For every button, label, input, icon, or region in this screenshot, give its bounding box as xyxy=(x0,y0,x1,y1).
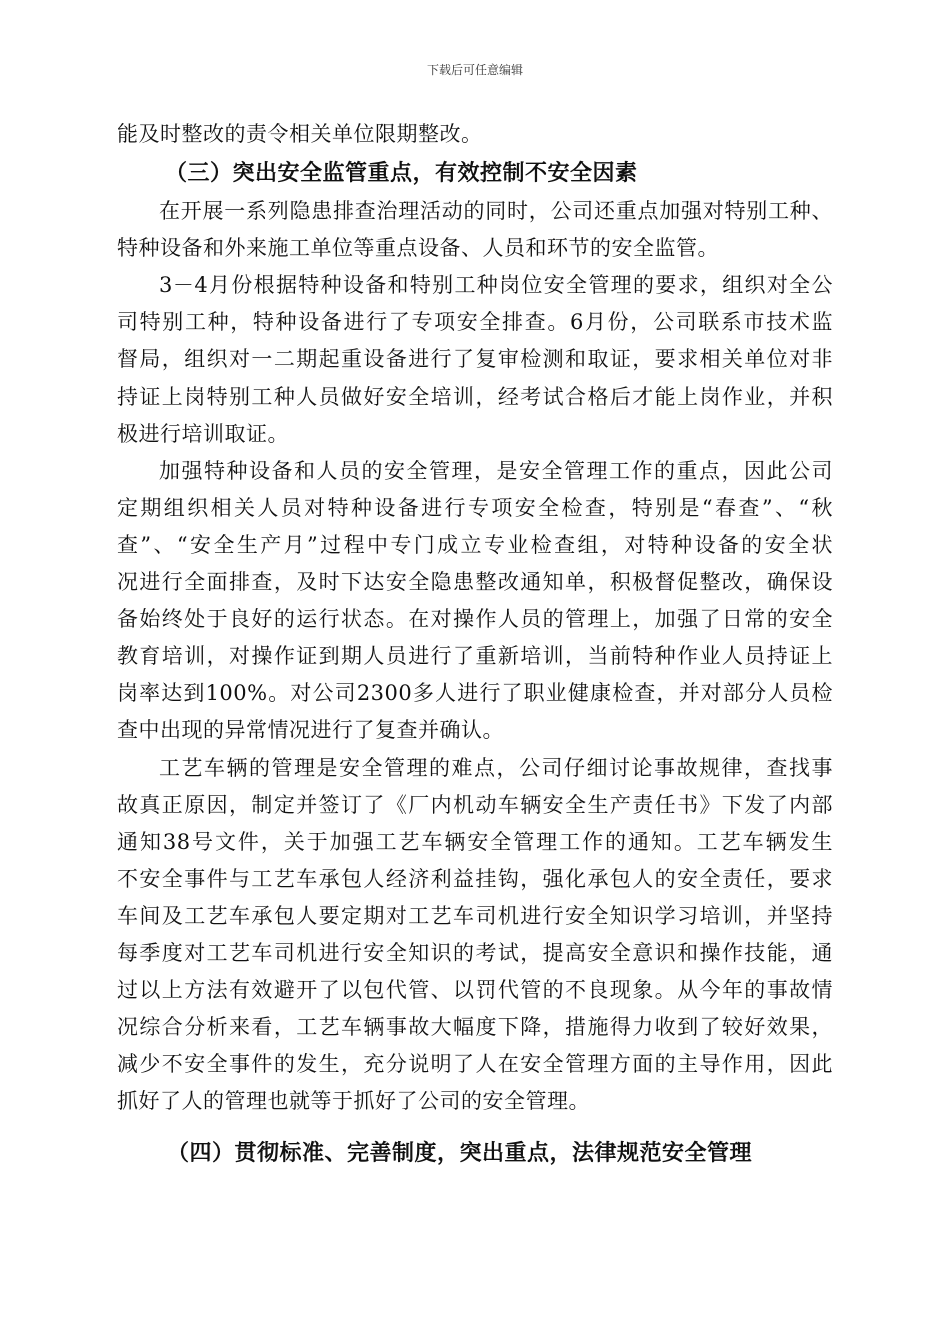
paragraph-line: 故真正原因，制定并签订了《厂内机动车辆安全生产责任书》下发了内部 xyxy=(117,792,833,817)
paragraph-line: 工艺车辆的管理是安全管理的难点，公司仔细讨论事故规律，查找事 xyxy=(159,755,833,780)
section-heading-3: （三）突出安全监管重点，有效控制不安全因素 xyxy=(165,160,638,187)
paragraph-line: 减少不安全事件的发生，充分说明了人在安全管理方面的主导作用，因此 xyxy=(117,1052,833,1077)
paragraph-line: 教育培训，对操作证到期人员进行了重新培训，当前特种作业人员持证上 xyxy=(117,644,833,669)
paragraph-line: 车间及工艺车承包人要定期对工艺车司机进行安全知识学习培训，并坚持 xyxy=(117,903,833,928)
paragraph-line: 况综合分析来看，工艺车辆事故大幅度下降，措施得力收到了较好效果， xyxy=(117,1015,833,1040)
paragraph-line: 查中出现的异常情况进行了复查并确认。 xyxy=(117,718,504,743)
paragraph-line: 在开展一系列隐患排查治理活动的同时，公司还重点加强对特别工种、 xyxy=(159,199,833,224)
section-heading-4: （四）贯彻标准、完善制度，突出重点，法律规范安全管理 xyxy=(167,1140,753,1167)
paragraph-line: 备始终处于良好的运行状态。在对操作人员的管理上，加强了日常的安全 xyxy=(117,607,833,632)
paragraph-line: 督局，组织对一二期起重设备进行了复审检测和取证，要求相关单位对非 xyxy=(117,347,833,372)
paragraph-line: 查”、“安全生产月”过程中专门成立专业检查组，对特种设备的安全状 xyxy=(117,532,833,557)
paragraph-3 xyxy=(117,453,833,750)
paragraph-1 xyxy=(117,193,833,267)
paragraph-line: 定期组织相关人员对特种设备进行专项安全检查，特别是“春查”、“秋 xyxy=(117,495,833,520)
paragraph-line: 3－4月份根据特种设备和特别工种岗位安全管理的要求，组织对全公 xyxy=(159,273,833,298)
paragraph-4 xyxy=(117,750,833,1121)
paragraph-line: 司特别工种，特种设备进行了专项安全排查。6月份，公司联系市技术监 xyxy=(117,310,833,335)
paragraph-line: 通知38号文件，关于加强工艺车辆安全管理工作的通知。工艺车辆发生 xyxy=(117,829,833,854)
paragraph-line: 不安全事件与工艺车承包人经济利益挂钩，强化承包人的安全责任，要求 xyxy=(117,866,833,891)
paragraph-line: 岗率达到100%。对公司2300多人进行了职业健康检查，并对部分人员检 xyxy=(117,681,833,706)
paragraph-2 xyxy=(117,267,833,452)
paragraph-line: 每季度对工艺车司机进行安全知识的考试，提高安全意识和操作技能，通 xyxy=(117,940,833,965)
paragraph-line: 极进行培训取证。 xyxy=(117,421,289,446)
paragraph-line: 能及时整改的责令相关单位限期整改。 xyxy=(117,122,483,146)
document-body xyxy=(117,116,833,1173)
paragraph-line: 特种设备和外来施工单位等重点设备、人员和环节的安全监管。 xyxy=(117,236,719,261)
paragraph-line: 抓好了人的管理也就等于抓好了公司的安全管理。 xyxy=(117,1089,590,1114)
paragraph-line: 持证上岗特别工种人员做好安全培训，经考试合格后才能上岗作业，并积 xyxy=(117,384,833,409)
page-header: 下载后可任意编辑 xyxy=(426,63,523,77)
paragraph-line: 加强特种设备和人员的安全管理，是安全管理工作的重点，因此公司 xyxy=(159,458,833,483)
paragraph-line: 况进行全面排查，及时下达安全隐患整改通知单，积极督促整改，确保设 xyxy=(117,570,833,595)
paragraph-line: 过以上方法有效避开了以包代管、以罚代管的不良现象。从今年的事故情 xyxy=(117,978,833,1003)
